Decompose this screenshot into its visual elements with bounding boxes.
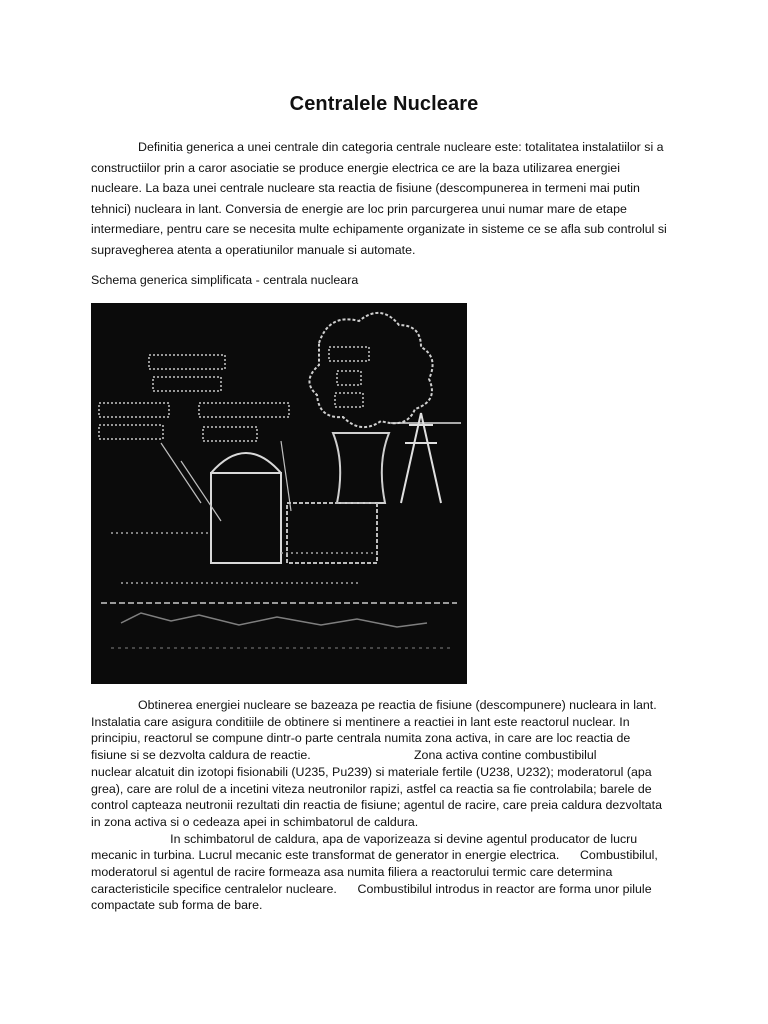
- paragraph-line: principiu, reactorul se compune dintr-o parte centrala numita zona activa, in care are loc reactia de: [91, 731, 631, 746]
- intro-paragraph: [91, 137, 685, 261]
- paragraph-line: in zona activa si o cedeaza apei in schimbatorul de caldura.: [91, 814, 419, 829]
- paragraph-line: nucleare. La baza unei centrale nucleare sta reactia de fisiune (descompunerea in termeni mai putin: [91, 181, 640, 196]
- paragraph-line: constructiilor prin a caror asociatie se produce energie electrica ce are la baza utilizarea energiei: [91, 160, 620, 175]
- paragraph-line: tehnici) nucleara in lant. Conversia de energie are loc prin parcurgerea unui numar mare de etape: [91, 201, 627, 216]
- paragraph-line: fisiune si se dezvolta caldura de reactie. Zona activa contine combustibilul: [91, 748, 597, 763]
- paragraph-line: intermediare, pentru care se necesita multe echipamente organizate in sisteme ce se afla sub controlul si: [91, 222, 667, 237]
- paragraph-line: control capteaza neutronii rezultati din reactia de fisiune; agentul de racire, care preia caldura dezvoltata: [91, 798, 662, 813]
- paragraph-line: Definitia generica a unei centrale din categoria centrale nucleare este: totalitatea instalatiilor si a: [138, 140, 664, 154]
- paragraph-line: compactate sub forma de bare.: [91, 898, 263, 913]
- paragraph-line: supravegherea atenta a operatiunilor manuale si automate.: [91, 242, 416, 257]
- nuclear-plant-diagram-icon: [91, 303, 467, 684]
- paragraph-line: caracteristicile specifice centralelor nucleare. Combustibilul introdus in reactor are forma unor pilule: [91, 881, 652, 896]
- figure-caption: Schema generica simplificata - centrala nucleara: [91, 273, 359, 287]
- body-paragraph: [91, 697, 685, 914]
- page-title: Centralele Nucleare: [289, 93, 479, 115]
- paragraph-line: Obtinerea energiei nucleare se bazeaza pe reactia de fisiune (descompunere) nucleara in lant.: [138, 698, 657, 712]
- paragraph-line: mecanic in turbina. Lucrul mecanic este transformat de generator in energie electrica. Combustibilul,: [91, 848, 658, 863]
- paragraph-line: In schimbatorul de caldura, apa de vaporizeaza si devine agentul producator de lucru: [91, 831, 638, 846]
- nuclear-plant-diagram: [91, 303, 467, 684]
- paragraph-line: nuclear alcatuit din izotopi fisionabili (U235, Pu239) si materiale fertile (U238, U232); moderatorul (apa: [91, 764, 652, 779]
- paragraph-line: Instalatia care asigura conditiile de obtinere si mentinere a reactiei in lant este reactorul nuclear. In: [91, 714, 630, 729]
- paragraph-line: moderatorul si agentul de racire formeaza asa numita filiera a reactorului termic care determina: [91, 865, 613, 880]
- paragraph-line: grea), care are rolul de a incetini viteza neutronilor rapizi, astfel ca reactia sa fie controlabila; barele de: [91, 781, 652, 796]
